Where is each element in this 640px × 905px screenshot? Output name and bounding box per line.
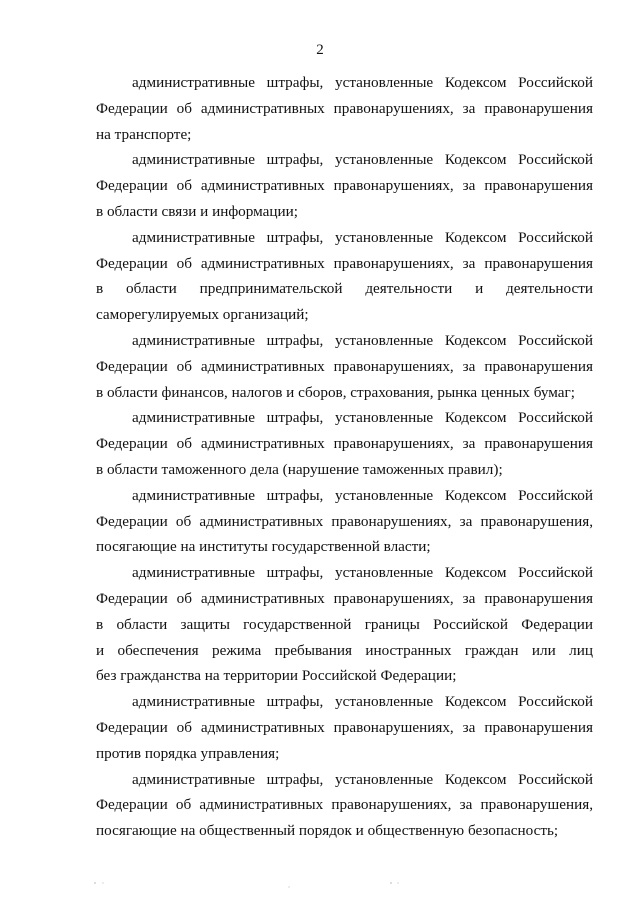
text-line: в области защиты государственной границы Российской Федерации (96, 615, 593, 633)
text-line: административные штрафы, установленные Кодексом Российской (132, 331, 593, 349)
text-line: в области финансов, налогов и сборов, страхования, рынка ценных бумаг; (96, 383, 575, 401)
scan-speck (103, 883, 104, 884)
text-line: административные штрафы, установленные Кодексом Российской (132, 770, 593, 788)
text-line: Федерации об административных правонарушениях, за правонарушения (96, 589, 593, 607)
text-line: административные штрафы, установленные Кодексом Российской (132, 693, 593, 711)
paragraph (96, 225, 593, 328)
text-line: в области предпринимательской деятельности и деятельности (96, 280, 593, 298)
scan-speck (94, 882, 95, 883)
text-line: против порядка управления; (96, 744, 280, 762)
scan-speck (390, 882, 391, 883)
text-line: саморегулируемых организаций; (96, 306, 309, 324)
document-body (96, 70, 593, 844)
page-number: 2 (316, 42, 324, 58)
paragraph (96, 689, 593, 766)
scan-speck (289, 887, 290, 888)
text-line: Федерации об административных правонарушениях, за правонарушения (96, 435, 593, 453)
text-line: Федерации об административных правонарушениях, за правонарушения (96, 99, 593, 117)
text-line: Федерации об административных правонарушениях, за правонарушения (96, 177, 593, 195)
paragraph (96, 767, 593, 844)
text-line: в области таможенного дела (нарушение таможенных правил); (96, 460, 503, 478)
scan-specks (0, 875, 640, 895)
text-line: административные штрафы, установленные Кодексом Российской (132, 486, 593, 504)
text-line: в области связи и информации; (96, 202, 298, 220)
paragraph (96, 70, 593, 147)
text-line: посягающие на общественный порядок и общественную безопасность; (96, 822, 559, 840)
text-line: и обеспечения режима пребывания иностранных граждан или лиц (96, 641, 593, 659)
text-line: административные штрафы, установленные Кодексом Российской (132, 151, 593, 169)
text-line: административные штрафы, установленные Кодексом Российской (132, 228, 593, 246)
text-line: без гражданства на территории Российской Федерации; (96, 667, 457, 685)
text-line: Федерации об административных правонарушениях, за правонарушения (96, 357, 593, 375)
paragraph (96, 147, 593, 224)
text-line: посягающие на институты государственной власти; (96, 538, 431, 556)
text-line: административные штрафы, установленные Кодексом Российской (132, 409, 593, 427)
text-line: Федерации об административных правонарушениях, за правонарушения, (96, 512, 593, 530)
text-line: Федерации об административных правонарушениях, за правонарушения, (96, 796, 593, 814)
scan-speck (398, 883, 399, 884)
paragraph (96, 405, 593, 482)
text-line: административные штрафы, установленные Кодексом Российской (132, 74, 593, 91)
paragraph (96, 483, 593, 560)
text-line: административные штрафы, установленные Кодексом Российской (132, 564, 593, 582)
text-line: Федерации об административных правонарушениях, за правонарушения (96, 254, 593, 272)
paragraph (96, 560, 593, 689)
text-line: на транспорте; (96, 125, 192, 143)
paragraph (96, 328, 593, 405)
text-line: Федерации об административных правонарушениях, за правонарушения (96, 718, 593, 736)
